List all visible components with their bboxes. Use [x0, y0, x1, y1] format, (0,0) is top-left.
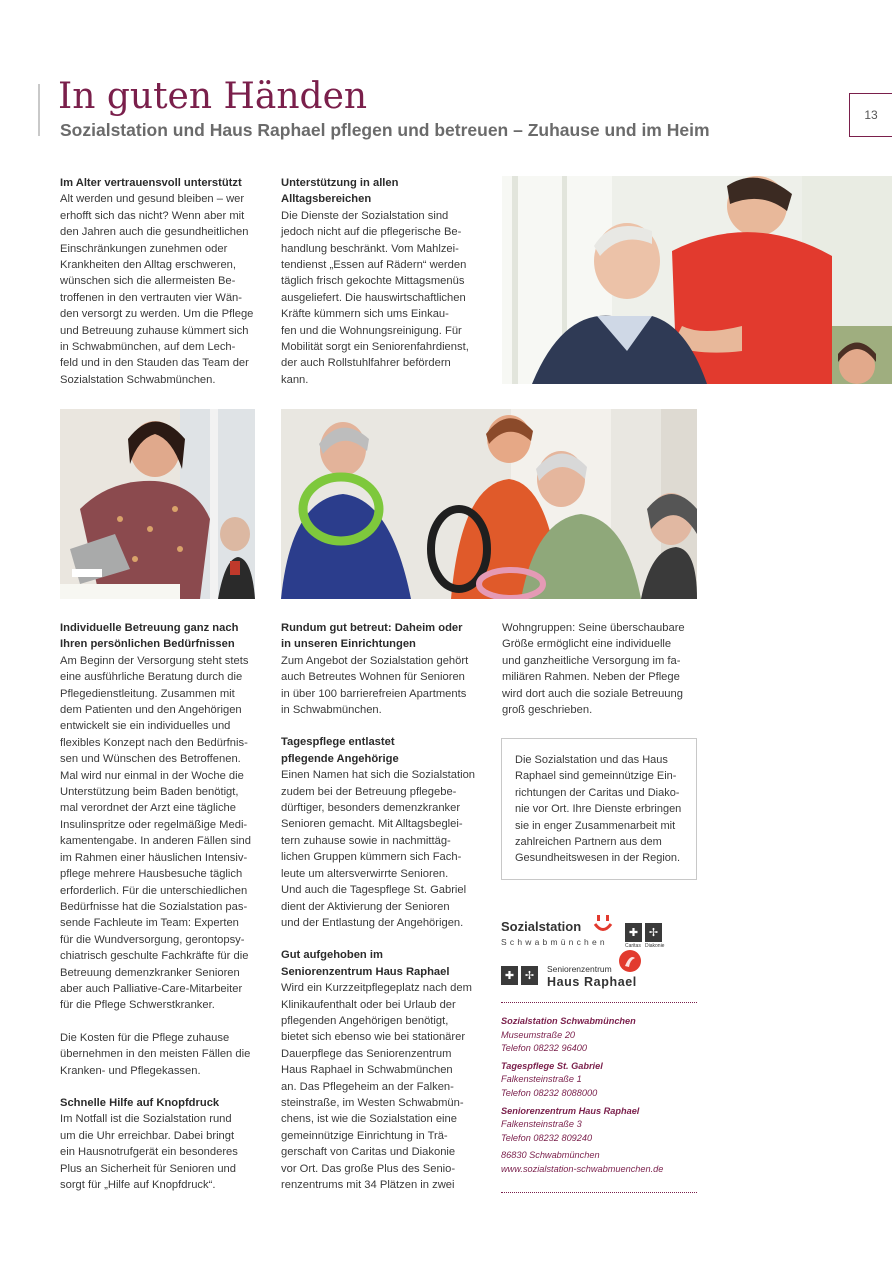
page-subtitle: Sozialstation und Haus Raphael pflegen und betreuen – Zuhause und im Heim: [60, 120, 710, 140]
body-line: für die Pflege Schwerstkranker.: [60, 999, 215, 1012]
body-line: Plus an Sicherheit für Senioren und: [60, 1162, 237, 1175]
article-intro: [60, 175, 256, 388]
body-line: sorgt für „Hilfe auf Knopfdruck“.: [60, 1179, 216, 1191]
website-link[interactable]: www.sozialstation-schwabmuenchen.de: [501, 1163, 664, 1174]
body-line: renzentrums mit 34 Plätzen in zwei: [281, 1179, 455, 1191]
body-line: Klinikaufenthalt oder bei Urlaub der: [281, 998, 456, 1011]
contact-name: Tagespflege St. Gabriel: [501, 1060, 603, 1071]
body-line: chiatrisch geschulte Fachkräfte für die: [60, 950, 249, 963]
body-line: in Schwabmünchen.: [281, 704, 382, 717]
body-line: Wird ein Kurzzeitpflegeplatz nach dem: [281, 982, 472, 995]
contact-street: Falkensteinstraße 1: [501, 1074, 582, 1085]
section-heading: Individuelle Betreuung ganz nach: [60, 622, 239, 634]
body-line: handlung beschränkt. Vom Mahlzei-: [281, 242, 459, 255]
body-line: pflegenden Angehörigen benötigt,: [281, 1014, 449, 1027]
section-heading: Unterstützung in allen: [281, 177, 399, 189]
section-heading: Gut aufgehoben im: [281, 949, 383, 962]
body-line: Die Kosten für die Pflege zuhause: [60, 1031, 230, 1044]
body-line: gemeinnützige Einrichtung in Trä-: [281, 1129, 448, 1142]
body-line: flexibles Konzept nach den Bedürfnis-: [60, 736, 248, 749]
photo-nurse-with-senior: [502, 176, 892, 384]
body-line: wird dort auch die soziale Betreuung: [502, 687, 683, 700]
body-line: Unterstützung beim Baden benötigt,: [60, 786, 239, 799]
body-line: kann.: [281, 373, 309, 386]
body-line: in über 100 barrierefreien Apartments: [281, 687, 467, 700]
body-line: dürftiger, besonders demenzkranker: [281, 802, 461, 815]
body-line: Alt werden und gesund bleiben – wer: [60, 193, 245, 206]
section-heading: Alltagsbereichen: [281, 193, 372, 206]
caritas-label: Caritas: [625, 943, 641, 949]
haus-raphael-label: Haus Raphael: [547, 975, 637, 989]
body-line: sen und Wünschen des Betroffenen.: [60, 753, 241, 766]
body-line: Die Dienste der Sozialstation sind: [281, 209, 449, 222]
body-line: in Schwabmünchen, auf dem Lech-: [60, 341, 236, 354]
contact-name: Seniorenzentrum Haus Raphael: [501, 1105, 640, 1116]
haus-raphael-logo: [501, 950, 701, 990]
body-line: übernehmen in den meisten Fällen die: [60, 1048, 251, 1061]
body-line: Haus Raphael in Schwabmünchen: [281, 1064, 453, 1077]
section-heading: Tagespflege entlastet: [281, 736, 395, 749]
diakonie-cross-icon: ✢: [645, 923, 662, 942]
body-line: miliären Rahmen. Neben der Pflege: [502, 671, 680, 684]
body-line: Senioren gemacht. Mit Alltagsbeglei-: [281, 818, 463, 831]
flame-icon: [619, 950, 641, 972]
contact-phone[interactable]: Telefon 08232 809240: [501, 1132, 593, 1143]
body-line: jedoch nicht auf die pflegerische Be-: [281, 226, 462, 239]
body-line: Krankheiten den Alltag erschweren,: [60, 259, 237, 272]
article-rundum-betreut: [281, 620, 477, 1193]
info-line: Raphael sind gemeinnützige Ein-: [515, 770, 677, 783]
body-line: eine ausführliche Beratung durch die: [60, 671, 243, 684]
photo-exercise-group: [281, 409, 697, 599]
contact-name: Sozialstation Schwabmünchen: [501, 1016, 636, 1026]
body-line: Kranken- und Pflegekassen.: [60, 1064, 201, 1077]
info-line: richtungen der Caritas und Diako-: [515, 786, 680, 799]
caritas-cross-icon: ✚: [501, 966, 518, 985]
contact-list: [501, 1015, 701, 1177]
divider: [501, 1002, 697, 1003]
body-line: auch Betreutes Wohnen für Senioren: [281, 671, 465, 684]
info-line: zahlreichen Partnern aus dem: [515, 836, 662, 849]
body-line: Zum Angebot der Sozialstation gehört: [281, 654, 469, 667]
body-line: Kräfte kümmern sich ums Einkau-: [281, 308, 449, 321]
body-line: Pflegedienstleitung. Zusammen mit: [60, 687, 235, 700]
section-heading: Seniorenzentrum Haus Raphael: [281, 965, 450, 978]
body-line: mal verordnet der Arzt eine tägliche: [60, 802, 236, 815]
body-line: Größe ermöglicht eine individuelle: [502, 638, 672, 651]
logo-city: Schwabmünchen: [501, 937, 608, 947]
section-heading: Rundum gut betreut: Daheim oder: [281, 622, 463, 634]
photo-coffee-service: [60, 409, 255, 599]
body-line: Im Notfall ist die Sozialstation rund: [60, 1113, 232, 1126]
body-line: täglich frisch gekochte Mittagsmenüs: [281, 275, 465, 288]
contact-city: 86830 Schwabmünchen: [501, 1150, 600, 1161]
contact-street: Falkensteinstraße 3: [501, 1119, 582, 1130]
body-line: Mal wird nur einmal in der Woche die: [60, 769, 244, 782]
section-heading: in unseren Einrichtungen: [281, 638, 416, 651]
article-wohngruppen: [502, 620, 698, 718]
diakonie-cross-icon: ✢: [521, 966, 538, 985]
diakonie-label: Diakonie: [645, 943, 665, 949]
body-line: ein Hausnotrufgerät ein besonderes: [60, 1146, 238, 1159]
section-heading: Ihren persönlichen Bedürfnissen: [60, 638, 235, 651]
contact-phone[interactable]: Telefon 08232 96400: [501, 1043, 588, 1054]
info-box: [501, 738, 697, 880]
body-line: feld und in den Stauden das Team der: [60, 357, 249, 370]
body-line: entwickelt sie ein individuelles und: [60, 720, 231, 733]
body-line: groß geschrieben.: [502, 704, 593, 717]
body-line: sende Fachleute im Team: Experten: [60, 917, 239, 930]
body-line: kamentengabe. In anderen Fällen sind: [60, 835, 251, 848]
body-line: steinstraße, im Westen Schwabmün-: [281, 1096, 464, 1109]
contact-street: Museumstraße 20: [501, 1029, 576, 1040]
body-line: chens, ist wie die Sozialstation eine: [281, 1113, 457, 1126]
body-line: Am Beginn der Versorgung steht stets: [60, 654, 249, 667]
body-line: tendienst „Essen auf Rädern“ werden: [281, 259, 467, 272]
page-number: 13: [849, 93, 892, 137]
body-line: Bedürfnisse hat die Sozialstation pas-: [60, 900, 248, 913]
body-line: pflege mehrere Hausbesuche täglich: [60, 868, 243, 881]
body-line: Wohngruppen: Seine überschaubare: [502, 622, 685, 634]
body-line: und ganzheitliche Versorgung im fa-: [502, 654, 681, 667]
body-line: dem Patienten und den Angehörigen: [60, 704, 242, 717]
info-line: sie in enger Zusammenarbeit mit: [515, 819, 676, 832]
body-line: lichen Gruppen kümmern sich Fach-: [281, 851, 462, 864]
body-line: den versorgt zu werden. Um die Pflege: [60, 308, 254, 321]
body-line: der auch Rollstuhlfahrer befördern: [281, 357, 451, 370]
info-line: nie vor Ort. Ihre Dienste erbringen: [515, 803, 682, 816]
body-line: Mobilität sorgt ein Seniorenfahrdienst,: [281, 341, 469, 354]
info-line: Die Sozialstation und das Haus: [515, 754, 668, 766]
body-line: ausgeliefert. Die hauswirtschaftlichen: [281, 291, 466, 304]
body-line: Insulinspritze oder regelmäßige Medi-: [60, 818, 248, 831]
body-line: erhofft sich das nicht? Wenn aber mit: [60, 209, 245, 222]
body-line: den Jahren auch die gesundheitlichen: [60, 226, 249, 239]
body-line: Dauerpflege das Seniorenzentrum: [281, 1047, 452, 1060]
body-line: wünschen sich die allermeisten Be-: [60, 275, 236, 288]
body-line: Und auch die Tagespflege St. Gabriel: [281, 884, 467, 897]
section-heading: pflegende Angehörige: [281, 752, 399, 765]
body-line: fen und die Wohnungsreinigung. Für: [281, 324, 462, 337]
body-line: gerschaft von Caritas und Diakonie: [281, 1146, 456, 1159]
body-line: bietet sich ebenso wie bei stationärer: [281, 1031, 466, 1044]
body-line: Einschränkungen zunehmen oder: [60, 242, 228, 255]
sozialstation-logo: [501, 915, 701, 949]
body-line: troffenen in den vertrauten vier Wän-: [60, 291, 242, 304]
body-line: für die Wundversorgung, gerontopsy-: [60, 933, 245, 946]
body-line: und der Entlastung der Angehörigen.: [281, 916, 464, 929]
divider: [501, 1192, 697, 1193]
article-individuelle-betreuung: [60, 620, 256, 1193]
caritas-cross-icon: ✚: [625, 923, 642, 942]
smile-icon: [593, 915, 613, 935]
body-line: leute um altersverwirrte Senioren.: [281, 867, 449, 880]
body-line: Sozialstation Schwabmünchen.: [60, 373, 216, 386]
body-line: aber auch Palliative-Care-Mitarbeiter: [60, 982, 243, 995]
seniorenzentrum-label: Seniorenzentrum: [547, 964, 612, 974]
article-alltag: [281, 175, 477, 388]
logo-name: Sozialstation: [501, 919, 582, 934]
body-line: zudem bei der Betreuung pflegebe-: [281, 785, 457, 798]
section-heading: Schnelle Hilfe auf Knopfdruck: [60, 1096, 220, 1109]
body-line: vor Ort. Das große Plus des Senio-: [281, 1162, 456, 1175]
body-line: Betreuung demenzkranker Senioren: [60, 966, 240, 979]
body-line: und Betreuung zuhause kümmert sich: [60, 324, 249, 337]
body-line: um die Uhr erreichbar. Dabei bringt: [60, 1129, 235, 1142]
section-heading: Im Alter vertrauensvoll unterstützt: [60, 177, 242, 189]
body-line: erforderlich. Für die unterschiedlichen: [60, 884, 248, 897]
body-line: Einen Namen hat sich die Sozialstation: [281, 769, 476, 782]
header-accent-bar: [38, 84, 40, 136]
contact-phone[interactable]: Telefon 08232 8088000: [501, 1087, 598, 1098]
body-line: an. Das Pflegeheim an der Falken-: [281, 1080, 454, 1093]
body-line: im Rahmen einer häuslichen Intensiv-: [60, 851, 248, 864]
info-line: Gesundheitswesen in der Region.: [515, 852, 681, 865]
body-line: dient der Aktivierung der Senioren: [281, 900, 450, 913]
page-title: In guten Händen: [58, 76, 368, 117]
body-line: tern zuhause sowie in nachmittäg-: [281, 834, 451, 847]
